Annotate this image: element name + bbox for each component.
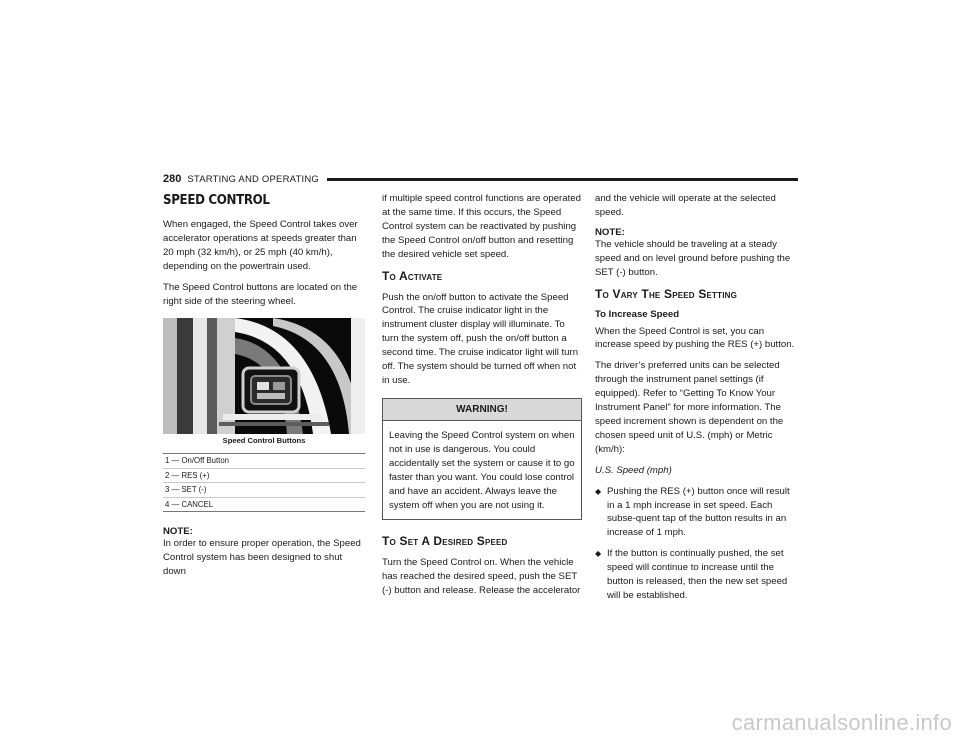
list-item	[595, 485, 797, 541]
continued-paragraph: and the vehicle will operate at the selected speed.	[595, 193, 776, 218]
intro-paragraph: When engaged, the Speed Control takes over accelerator operations at speeds greater than 20 mph (32 km/h), or 25 mph (40 km/h), depending on the powertrain used.	[163, 219, 358, 272]
steering-wheel-photo	[163, 318, 365, 434]
bullet-icon: ◆	[595, 549, 602, 559]
set-speed-paragraph: Turn the Speed Control on. When the vehicle has reached the desired speed, push the SET (-) button and release. Release the accelerator	[382, 556, 581, 596]
steering-wheel-buttons-image	[163, 318, 365, 434]
column-2	[382, 192, 582, 598]
heading-to-activate: To Activate	[382, 268, 443, 283]
warning-title: WARNING!	[383, 399, 581, 421]
units-paragraph: The driver’s preferred units can be selected through the instrument panel settings (if equipped). Refer to “Getting To Know Your Instrument Panel” for more information. The speed increment shown is dependent on the chosen speed unit of U.S. (mph) or Metric (km/h):	[595, 360, 784, 455]
warning-box	[382, 398, 582, 520]
bullet-text: If the button is continually pushed, the set speed will continue to increase until the button is released, then the new set speed will be established.	[607, 548, 788, 601]
column-1	[163, 192, 365, 579]
page-header	[163, 172, 798, 186]
heading-increase-speed: To Increase Speed	[595, 308, 680, 320]
note-text: The vehicle should be traveling at a steady speed and on level ground before pushing the SET (-) button.	[595, 238, 791, 278]
location-paragraph: The Speed Control buttons are located on the right side of the steering wheel.	[163, 281, 358, 307]
figure-legend	[163, 453, 365, 512]
header-rule	[327, 178, 798, 181]
figure-caption: Speed Control Buttons	[222, 436, 306, 446]
continued-paragraph: if multiple speed control functions are operated at the same time. If this occurs, the Speed Control system can be reactivated by pushing the Speed Control on/off button and resetting the desired vehicle set speed.	[382, 193, 581, 260]
heading-vary-speed-setting: To Vary The Speed Setting	[595, 286, 738, 301]
note-text: In order to ensure proper operation, the Speed Control system has been designed to shut down	[163, 538, 361, 578]
warning-text: Leaving the Speed Control system on when not in use is dangerous. You could accidentally set the system or cause it to go faster than you want. You could lose control and have an accident. Always leave the system off when you are not using it.	[389, 429, 575, 511]
note-label: NOTE:	[595, 226, 625, 238]
us-speed-label: U.S. Speed (mph)	[595, 464, 672, 476]
activate-paragraph: Push the on/off button to activate the Speed Control. The cruise indicator light in the instrument cluster display will illuminate. To turn the system off, push the on/off button a second time. The cruise indicator light will turn off. The system should be turned off when not in use.	[382, 291, 579, 386]
list-item	[595, 547, 797, 603]
legend-item: 2 — RES (+)	[163, 469, 365, 484]
bullet-icon: ◆	[595, 486, 602, 496]
page-number: 280	[163, 173, 182, 185]
column-3	[595, 192, 797, 610]
bullet-text: Pushing the RES (+) button once will result in a 1 mph increase in set speed. Each subse-quent tap of the button results in an increase of 1 mph.	[607, 485, 790, 539]
note-label: NOTE:	[163, 526, 193, 538]
legend-item: 1 — On/Off Button	[163, 454, 365, 469]
page-title: SPEED CONTROL	[163, 192, 270, 208]
legend-item: 4 — CANCEL	[165, 499, 214, 509]
heading-set-desired-speed: To Set A Desired Speed	[382, 533, 508, 548]
legend-item: 3 — SET (-)	[163, 483, 365, 498]
section-label: STARTING AND OPERATING	[187, 173, 319, 185]
increase-paragraph: When the Speed Control is set, you can increase speed by pushing the RES (+) button.	[595, 325, 795, 351]
watermark: carmanualsonline.info	[731, 710, 952, 735]
